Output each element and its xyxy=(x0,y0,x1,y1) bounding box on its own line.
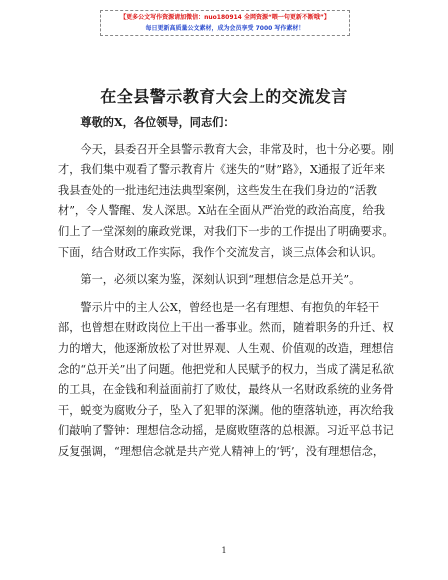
document-body xyxy=(58,112,395,463)
promo-banner xyxy=(100,10,350,36)
paragraph-point-1: 第一，必须以案为鉴，深刻认识到“理想信念是总开关”。 xyxy=(80,273,361,287)
banner-line-2: 每日更新高质量公文素材，成为会员享受 7000 写作素材！ xyxy=(145,25,305,32)
page-number: 1 xyxy=(221,546,227,555)
salutation: 尊敬的X，各位领导，同志们： xyxy=(80,115,235,129)
paragraph-intro: 今天，县委召开全县警示教育大会，非常及时，也十分必要。刚才，我们集中观看了警示教育片《迷失的“财”路》，X通报了近年来我县查处的一批违纪违法典型案例，这些发生在我们身边的“活教材”，令人警醒、发人深思。X站在全面从严治党的政治高度，给我们上了一堂深刻的廉政党课，对我们下一步的工作提出了明确要求。下面，结合财政工作实际，我作个交流发言，谈三点体会和认识。 xyxy=(58,142,394,259)
banner-line-1: 【更多公文写作资源请加微信：nuo180914 全网资源“喂一句更新不断哦”】 xyxy=(120,14,330,21)
document-title: 在全县警示教育大会上的交流发言 xyxy=(100,87,348,106)
paragraph-case: 警示片中的主人公X，曾经也是一名有理想、有抱负的年轻干部，也曾想在财政岗位上干出一番事业。然而，随着职务的升迁、权力的增大，他逐渐放松了对世界观、人生观、价值观的改造，理想信念的“总开关”出了问题。他把党和人民赋予的权力，当成了满足私欲的工具，在金钱和利益面前打了败仗，最终从一名财政系统的业务骨干，蜕变为腐败分子，坠入了犯罪的深渊。他的堕落轨迹，再次给我们敲响了警钟：理想信念动摇，是腐败堕落的总根源。习近平总书记反复强调，“理想信念就是共产党人精神上的‘钙’，没有理想信念， xyxy=(58,300,394,458)
